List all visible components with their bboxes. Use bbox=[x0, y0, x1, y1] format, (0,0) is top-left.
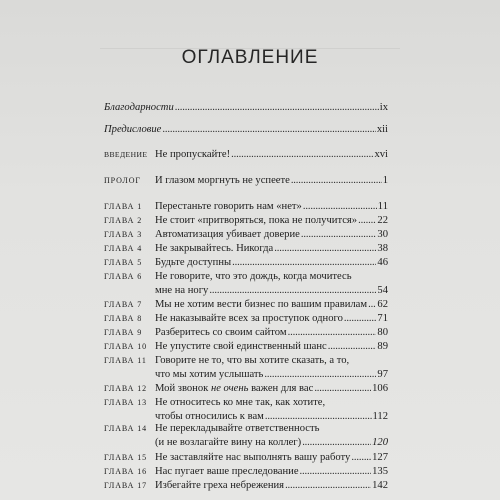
entry-title: Не упустите свой единственный шанс bbox=[155, 341, 327, 352]
page-number: 62 bbox=[377, 299, 388, 310]
entry-title: Автоматизация убивает доверие bbox=[155, 229, 300, 240]
chapter-label: ГЛАВА 3 bbox=[104, 230, 143, 239]
dot-leader bbox=[285, 479, 371, 493]
dot-leader bbox=[209, 284, 376, 298]
dot-leader bbox=[302, 436, 371, 450]
page-number: 112 bbox=[372, 411, 388, 422]
dot-leader bbox=[162, 123, 375, 137]
page-number: 97 bbox=[377, 369, 388, 380]
toc-entry-chapter-3 bbox=[104, 228, 388, 242]
entry-title bbox=[155, 382, 313, 396]
toc-entry-acknowledgements bbox=[104, 101, 388, 115]
page-number: 11 bbox=[377, 201, 388, 212]
dot-leader bbox=[303, 200, 377, 214]
entry-title: Избегайте греха небрежения bbox=[155, 480, 285, 491]
toc-entry-chapter-5 bbox=[104, 256, 388, 270]
entry-title: Мы не хотим вести бизнес по вашим правилам bbox=[155, 299, 368, 310]
dot-leader bbox=[291, 174, 382, 188]
entry-title: Не относитесь ко мне так, как хотите, bbox=[155, 397, 326, 408]
page-number: 22 bbox=[377, 215, 388, 226]
dot-leader bbox=[300, 465, 372, 479]
chapter-label: ГЛАВА 13 bbox=[104, 398, 148, 407]
entry-title: Благодарности bbox=[104, 102, 174, 113]
entry-title: Не стоит «притворяться, пока не получится» bbox=[155, 215, 358, 226]
dot-leader bbox=[274, 242, 376, 256]
page-number: 1 bbox=[382, 175, 388, 186]
entry-title: Предисловие bbox=[104, 124, 162, 135]
dot-leader bbox=[344, 312, 377, 326]
entry-title-emphasis: не очень bbox=[210, 383, 249, 394]
chapter-label: ГЛАВА 4 bbox=[104, 244, 143, 253]
chapter-label: ГЛАВА 14 bbox=[104, 424, 148, 433]
toc-entry-chapter-1 bbox=[104, 200, 388, 214]
toc-entry-chapter-12 bbox=[104, 382, 388, 396]
entry-title: Говорите не то, что вы хотите сказать, а то, bbox=[155, 355, 350, 366]
entry-title: Не наказывайте всех за проступок одного bbox=[155, 313, 343, 324]
entry-title: Нас пугает ваше преследование bbox=[155, 466, 299, 477]
dot-leader bbox=[351, 451, 371, 465]
entry-title: Не заставляйте нас выполнять вашу работу bbox=[155, 452, 351, 463]
toc-entry-chapter-7 bbox=[104, 298, 388, 312]
dot-leader bbox=[328, 340, 377, 354]
page-number: xvi bbox=[374, 149, 388, 160]
toc-entry-chapter-9 bbox=[104, 326, 388, 340]
entry-title-part: важен для вас bbox=[248, 383, 314, 394]
chapter-label: ГЛАВА 12 bbox=[104, 384, 148, 393]
chapter-label: ГЛАВА 2 bbox=[104, 216, 143, 225]
entry-title-continued: (и не возлагайте вину на коллег) bbox=[155, 437, 302, 448]
page-number: 30 bbox=[377, 229, 388, 240]
dot-leader bbox=[175, 101, 379, 115]
page-number: ix bbox=[379, 102, 388, 113]
page-number: 142 bbox=[372, 480, 388, 491]
entry-title: Перестаньте говорить нам «нет» bbox=[155, 201, 302, 212]
entry-title: Не говорите, что это дождь, когда мочитесь bbox=[155, 271, 352, 282]
toc-entry-chapter-13 bbox=[104, 396, 388, 410]
dot-leader bbox=[358, 214, 376, 228]
toc-entry-chapter-14 bbox=[104, 422, 388, 436]
section-label: ВВЕДЕНИЕ bbox=[104, 150, 148, 159]
entry-title-continued: чтобы относились к вам bbox=[155, 411, 264, 422]
page-number: xii bbox=[376, 124, 388, 135]
dot-leader bbox=[314, 382, 371, 396]
toc-entry-chapter-11-continued bbox=[104, 368, 388, 382]
entry-title: Не пропускайте! bbox=[155, 149, 231, 160]
entry-title: Не закрывайтесь. Никогда bbox=[155, 243, 274, 254]
toc-entry-chapter-17 bbox=[104, 479, 388, 493]
entry-title: Разберитесь со своим сайтом bbox=[155, 327, 287, 338]
page-number: 106 bbox=[372, 383, 388, 394]
dot-leader bbox=[301, 228, 377, 242]
chapter-label: ГЛАВА 10 bbox=[104, 342, 148, 351]
entry-title: Будьте доступны bbox=[155, 257, 232, 268]
chapter-label: ГЛАВА 17 bbox=[104, 481, 148, 490]
toc-entry-chapter-4 bbox=[104, 242, 388, 256]
toc-entry-chapter-11 bbox=[104, 354, 388, 368]
entry-title: Не перекладывайте ответственность bbox=[155, 423, 320, 434]
page-number: 127 bbox=[372, 452, 388, 463]
chapter-label: ГЛАВА 9 bbox=[104, 328, 143, 337]
dot-leader bbox=[368, 298, 376, 312]
chapter-label: ГЛАВА 16 bbox=[104, 467, 148, 476]
dot-leader bbox=[288, 326, 377, 340]
entry-title-continued: что мы хотим услышать bbox=[155, 369, 264, 380]
chapter-label: ГЛАВА 6 bbox=[104, 272, 143, 281]
page-number: 120 bbox=[372, 437, 388, 448]
page-number: 54 bbox=[377, 285, 388, 296]
page-title: ОГЛАВЛЕНИЕ bbox=[181, 47, 319, 68]
toc-entry-chapter-15 bbox=[104, 451, 388, 465]
entry-title-continued: мне на ногу bbox=[155, 285, 209, 296]
entry-title-part: Мой звонок bbox=[155, 383, 211, 394]
page-number: 71 bbox=[377, 313, 388, 324]
section-label: ПРОЛОГ bbox=[104, 176, 141, 185]
toc-entry-chapter-14-continued bbox=[104, 436, 388, 450]
dot-leader bbox=[232, 256, 376, 270]
chapter-label: ГЛАВА 1 bbox=[104, 202, 143, 211]
toc-entry-chapter-6 bbox=[104, 270, 388, 284]
toc-entry-chapter-10 bbox=[104, 340, 388, 354]
chapter-label: ГЛАВА 5 bbox=[104, 258, 143, 267]
entry-title: И глазом моргнуть не успеете bbox=[155, 175, 290, 186]
page-number: 89 bbox=[377, 341, 388, 352]
dot-leader bbox=[231, 148, 373, 162]
toc-entry-chapter-6-continued bbox=[104, 284, 388, 298]
page-number: 46 bbox=[377, 257, 388, 268]
page-number: 135 bbox=[372, 466, 388, 477]
chapter-label: ГЛАВА 11 bbox=[104, 356, 147, 365]
toc-entry-chapter-8 bbox=[104, 312, 388, 326]
chapter-label: ГЛАВА 7 bbox=[104, 300, 143, 309]
dot-leader bbox=[264, 368, 376, 382]
toc-entry-foreword bbox=[104, 123, 388, 137]
chapter-label: ГЛАВА 15 bbox=[104, 453, 148, 462]
toc-entry-prologue bbox=[104, 174, 388, 188]
toc-entry-chapter-2 bbox=[104, 214, 388, 228]
page-number: 80 bbox=[377, 327, 388, 338]
chapter-label: ГЛАВА 8 bbox=[104, 314, 143, 323]
toc-entry-chapter-16 bbox=[104, 465, 388, 479]
page-number: 38 bbox=[377, 243, 388, 254]
toc-entry-introduction bbox=[104, 148, 388, 162]
